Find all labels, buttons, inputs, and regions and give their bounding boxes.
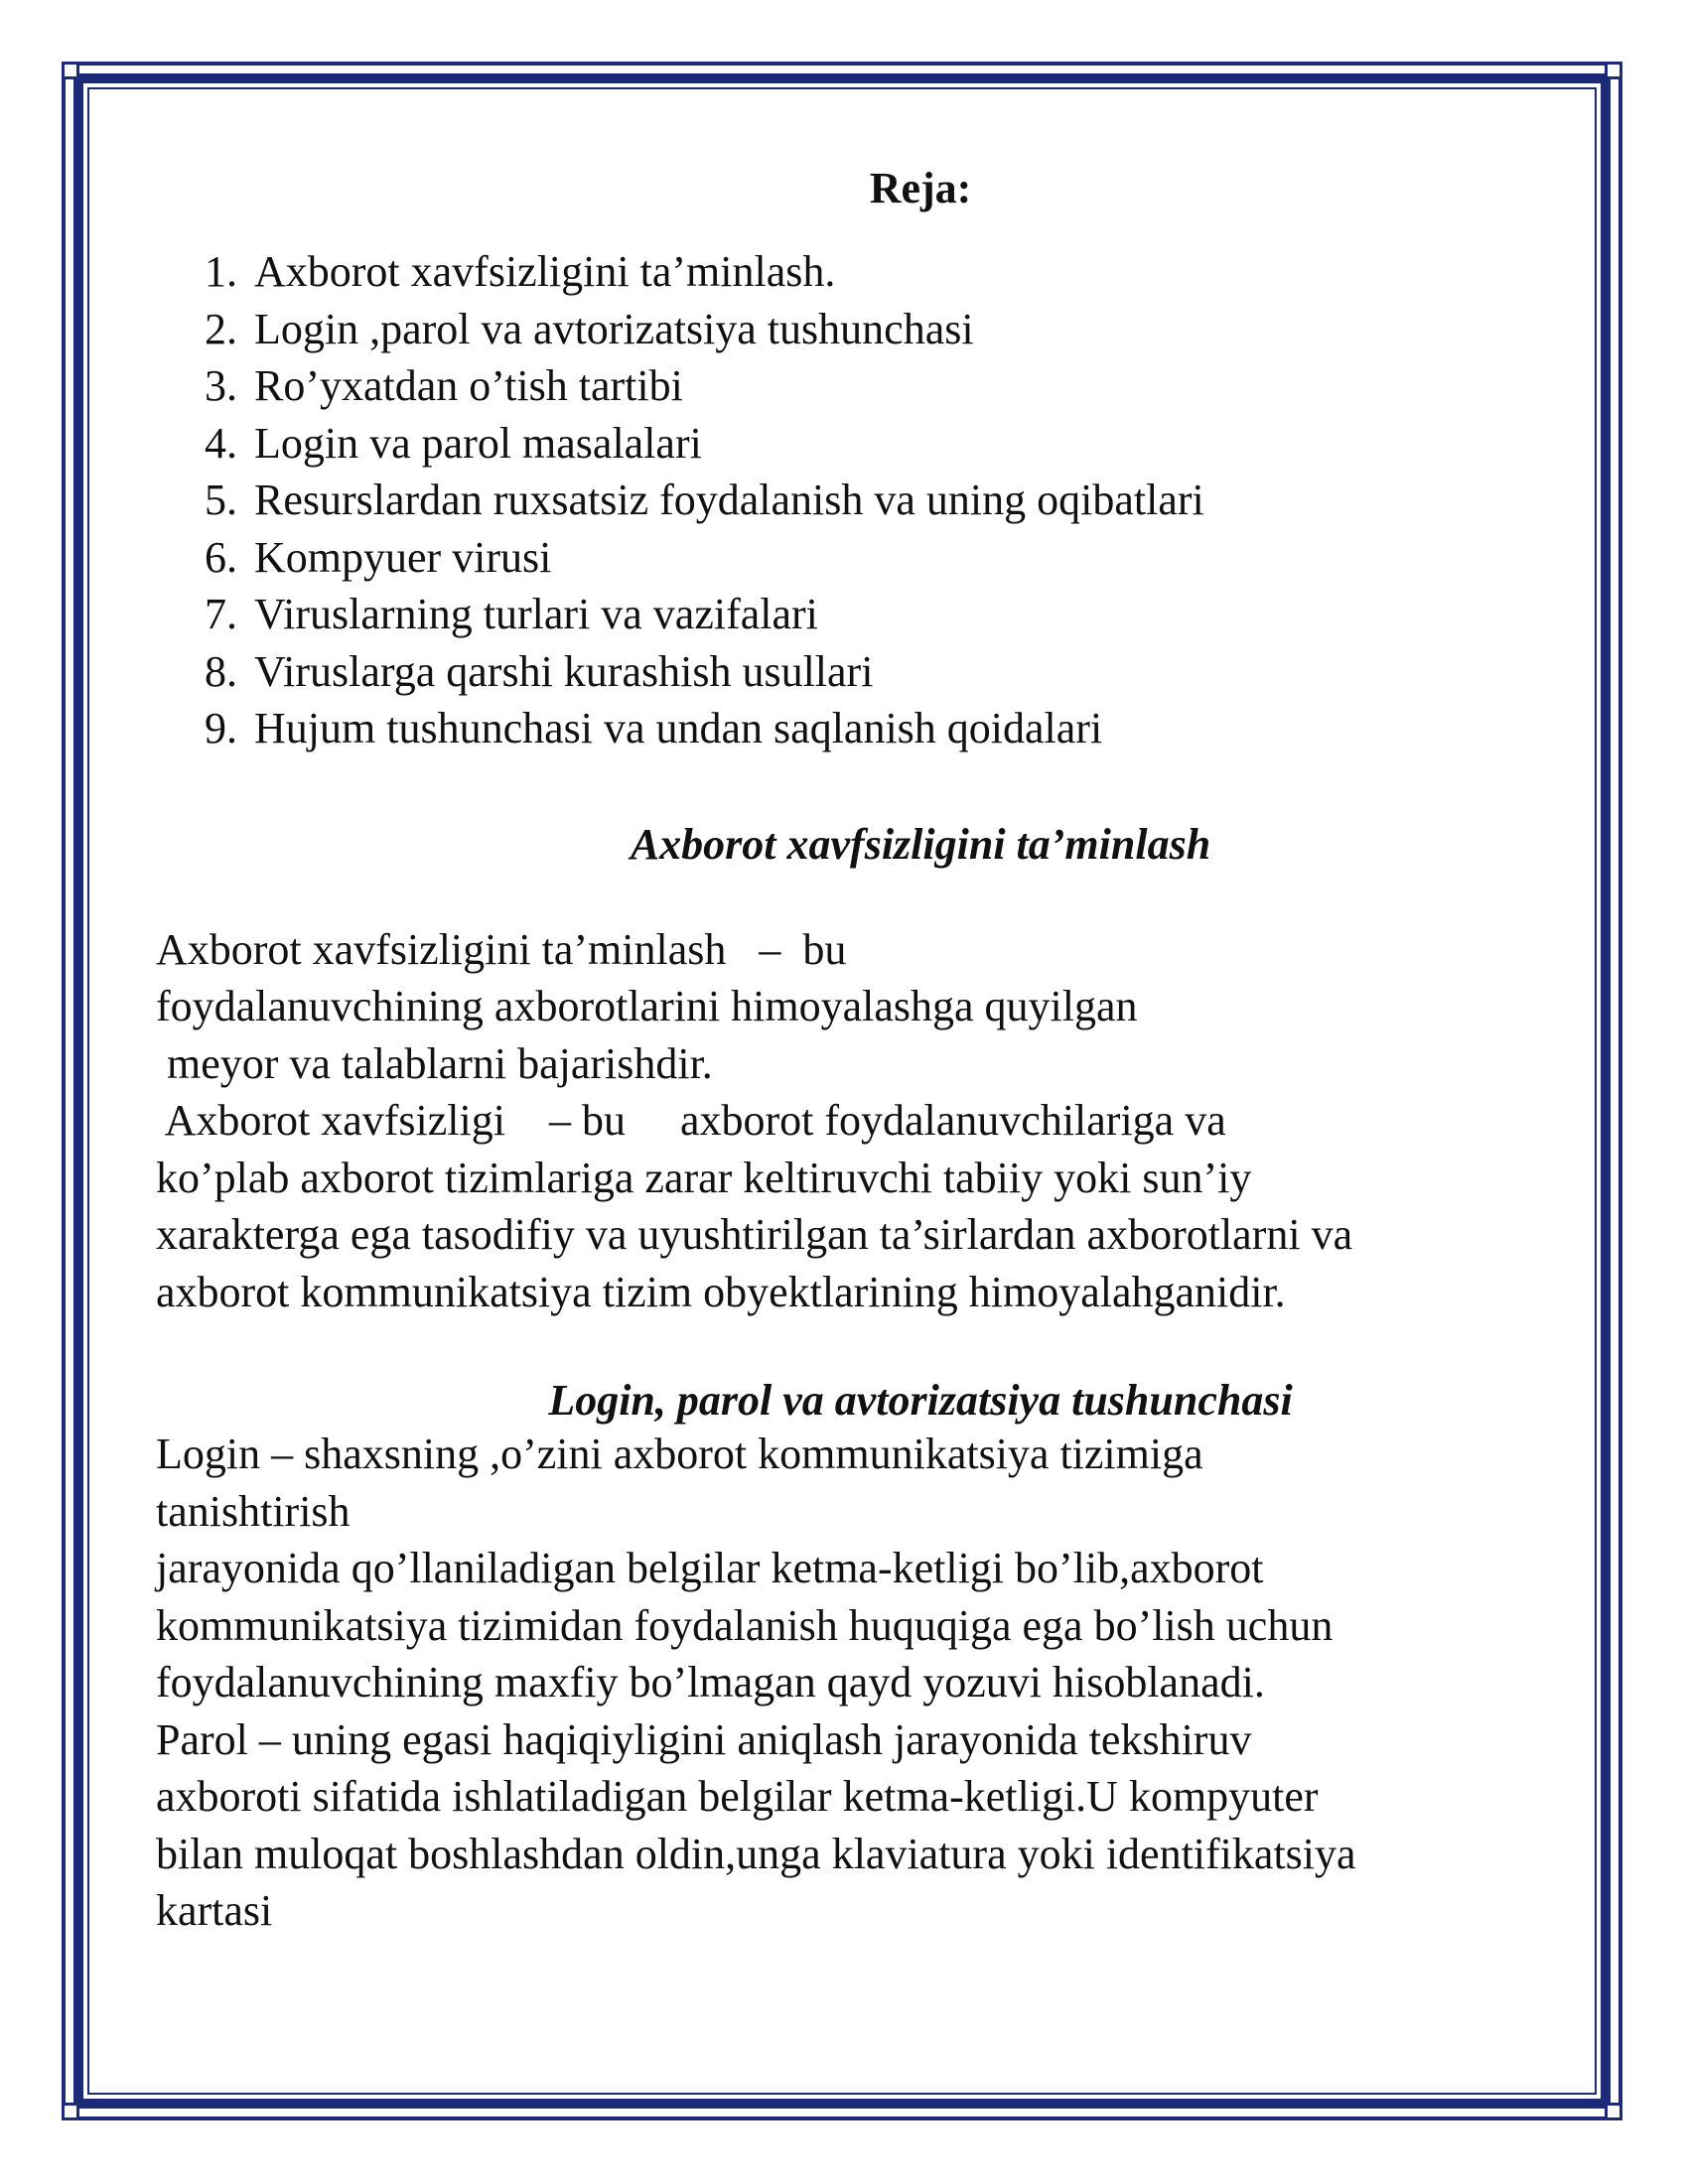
plan-item-number: 6.	[205, 532, 237, 582]
paragraph-line: axboroti sifatida ishlatiladigan belgilar ketma-ketligi.U kompyuter	[156, 1772, 1319, 1821]
plan-item-text: Kompyuer virusi	[254, 532, 552, 582]
paragraph-line: xarakterga ega tasodifiy va uyushtirilgan ta’sirlardan axborotlarni va	[156, 1210, 1353, 1259]
plan-item	[156, 243, 1546, 301]
paragraph-line: jarayonida qo’llaniladigan belgilar ketma-ketligi bo’lib,axborot	[156, 1544, 1264, 1592]
plan-item-text: Hujum tushunchasi va undan saqlanish qoidalari	[254, 704, 1103, 752]
corner-ornament-top-right	[1605, 62, 1622, 79]
plan-item	[156, 357, 1546, 415]
plan-item-number: 7.	[205, 590, 237, 638]
plan-item-number: 9.	[205, 704, 237, 752]
plan-item-number: 2.	[205, 304, 237, 353]
plan-item	[156, 700, 1546, 757]
plan-title: Reja:	[869, 164, 972, 212]
section-body-login	[156, 1426, 1546, 1940]
paragraph-line: foydalanuvchining maxfiy bo’lmagan qayd yozuvi hisoblanadi.	[156, 1658, 1265, 1706]
plan-item-number: 4.	[205, 418, 237, 468]
plan-item-text: Login va parol masalalari	[254, 418, 702, 468]
page-content	[156, 149, 1546, 1940]
plan-item-text: Axborot xavfsizligini ta’minlash.	[254, 247, 836, 296]
paragraph-line: Axborot xavfsizligi – bu axborot foydalanuvchilariga va	[156, 1096, 1226, 1145]
paragraph-line: meyor va talablarni bajarishdir.	[156, 1038, 713, 1088]
section-heading-security: Axborot xavfsizligini ta’minlash	[630, 819, 1211, 869]
plan-item	[156, 643, 1546, 701]
plan-item	[156, 586, 1546, 643]
plan-item	[156, 472, 1546, 529]
plan-item-text: Login ,parol va avtorizatsiya tushunchasi	[254, 304, 974, 353]
corner-ornament-bottom-left	[62, 2103, 79, 2120]
paragraph-line: axborot kommunikatsiya tizim obyektlarining himoyalahganidir.	[156, 1267, 1286, 1316]
corner-ornament-bottom-right	[1605, 2103, 1622, 2120]
section-heading-login: Login, parol va avtorizatsiya tushunchasi	[548, 1376, 1293, 1425]
paragraph-line: Login – shaxsning ,o’zini axborot kommunikatsiya tizimiga	[156, 1430, 1203, 1478]
plan-item-text: Ro’yxatdan o’tish tartibi	[254, 361, 683, 410]
paragraph-line: tanishtirish	[156, 1486, 351, 1536]
paragraph-line: bilan muloqat boshlashdan oldin,unga klaviatura yoki identifikatsiya	[156, 1829, 1356, 1878]
paragraph-line: kommunikatsiya tizimidan foydalanish huquqiga ega bo’lish uchun	[156, 1600, 1334, 1650]
plan-item-number: 5.	[205, 476, 237, 524]
paragraph-line: kartasi	[156, 1886, 273, 1935]
paragraph-line: ko’plab axborot tizimlariga zarar keltiruvchi tabiiy yoki sun’iy	[156, 1153, 1252, 1202]
plan-item-text: Resurslardan ruxsatsiz foydalanish va uning oqibatlari	[254, 476, 1204, 524]
plan-item	[156, 301, 1546, 358]
section-body-security	[156, 921, 1546, 1321]
paragraph-line: Parol – uning egasi haqiqiyligini aniqlash jarayonida tekshiruv	[156, 1714, 1252, 1764]
plan-item	[156, 529, 1546, 587]
paragraph-line: foydalanuvchining axborotlarini himoyalashga quyilgan	[156, 982, 1138, 1030]
plan-item-text: Viruslarga qarshi kurashish usullari	[254, 646, 874, 696]
plan-item-number: 3.	[205, 361, 237, 410]
plan-item-number: 1.	[205, 247, 237, 296]
plan-item-text: Viruslarning turlari va vazifalari	[254, 590, 818, 638]
plan-list	[156, 243, 1546, 757]
paragraph-line: Axborot xavfsizligini ta’minlash – bu	[156, 924, 847, 974]
plan-item-number: 8.	[205, 646, 237, 696]
plan-item	[156, 415, 1546, 473]
corner-ornament-top-left	[62, 62, 79, 79]
